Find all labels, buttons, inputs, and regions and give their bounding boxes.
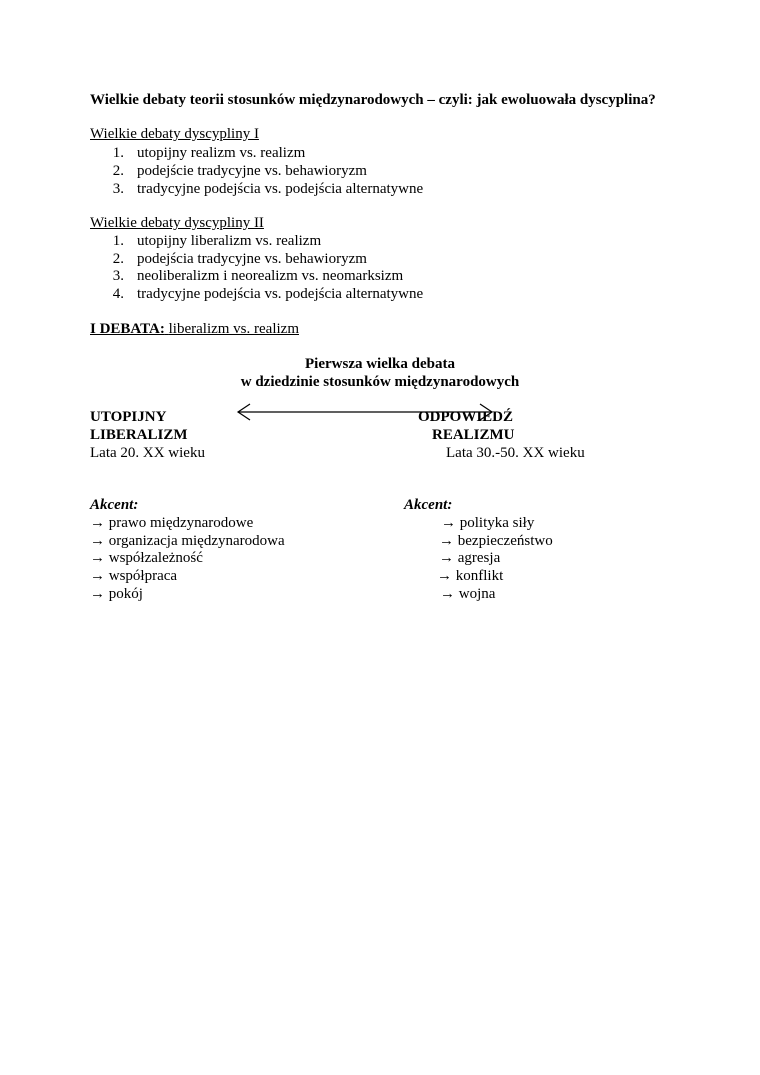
section-1-heading: Wielkie debaty dyscypliny I (90, 126, 259, 142)
right-accent-item: → bezpieczeństwo (439, 533, 553, 549)
diagram-title-line-2: w dziedzinie stosunków międzynarodowych (240, 374, 520, 390)
right-heading-line-1: ODPOWIEDŹ (418, 409, 514, 425)
list-number: 2. (112, 251, 124, 267)
list-item: utopijny liberalizm vs. realizm (137, 233, 322, 249)
list-number: 1. (112, 145, 124, 161)
right-accent-item: → agresja (439, 550, 501, 566)
left-accent-label: Akcent: (90, 497, 139, 513)
left-heading-line-2: LIBERALIZM (90, 427, 188, 443)
list-item: podejście tradycyjne vs. behawioryzm (137, 163, 367, 179)
list-item: neoliberalizm i neorealizm vs. neomarksizm (137, 268, 404, 284)
left-accent-item: → współzależność (90, 550, 203, 566)
left-accent-item: → organizacja międzynarodowa (90, 533, 285, 549)
left-accent-item: → współpraca (90, 568, 178, 584)
left-period: Lata 20. XX wieku (90, 445, 205, 461)
left-accent-item: → prawo międzynarodowe (90, 515, 254, 531)
right-accent-item: → wojna (440, 586, 496, 602)
debate-label: I DEBATA: (90, 321, 165, 337)
list-item: podejścia tradycyjne vs. behawioryzm (137, 251, 367, 267)
right-period: Lata 30.-50. XX wieku (446, 445, 585, 461)
list-item: tradycyjne podejścia vs. podejścia alternatywne (137, 286, 424, 302)
debate-text: liberalizm vs. realizm (168, 321, 299, 337)
list-number: 2. (112, 163, 124, 179)
page-title: Wielkie debaty teorii stosunków międzynarodowych – czyli: jak ewoluowała dyscyplina? (90, 92, 656, 108)
right-heading-line-2: REALIZMU (432, 427, 515, 443)
list-number: 3. (112, 181, 124, 197)
right-accent-item: → polityka siły (441, 515, 535, 531)
list-number: 4. (112, 286, 124, 302)
section-2-heading: Wielkie debaty dyscypliny II (90, 215, 264, 231)
diagram-title-line-1: Pierwsza wielka debata (305, 356, 455, 372)
list-number: 3. (112, 268, 124, 284)
debate-line (90, 322, 299, 337)
right-accent-item: → konflikt (437, 568, 504, 584)
right-accent-label: Akcent: (404, 497, 453, 513)
left-heading-line-1: UTOPIJNY (90, 409, 167, 425)
list-number: 1. (112, 233, 124, 249)
list-item: tradycyjne podejścia vs. podejścia alternatywne (137, 181, 424, 197)
list-item: utopijny realizm vs. realizm (137, 145, 306, 161)
left-accent-item: → pokój (90, 586, 143, 602)
